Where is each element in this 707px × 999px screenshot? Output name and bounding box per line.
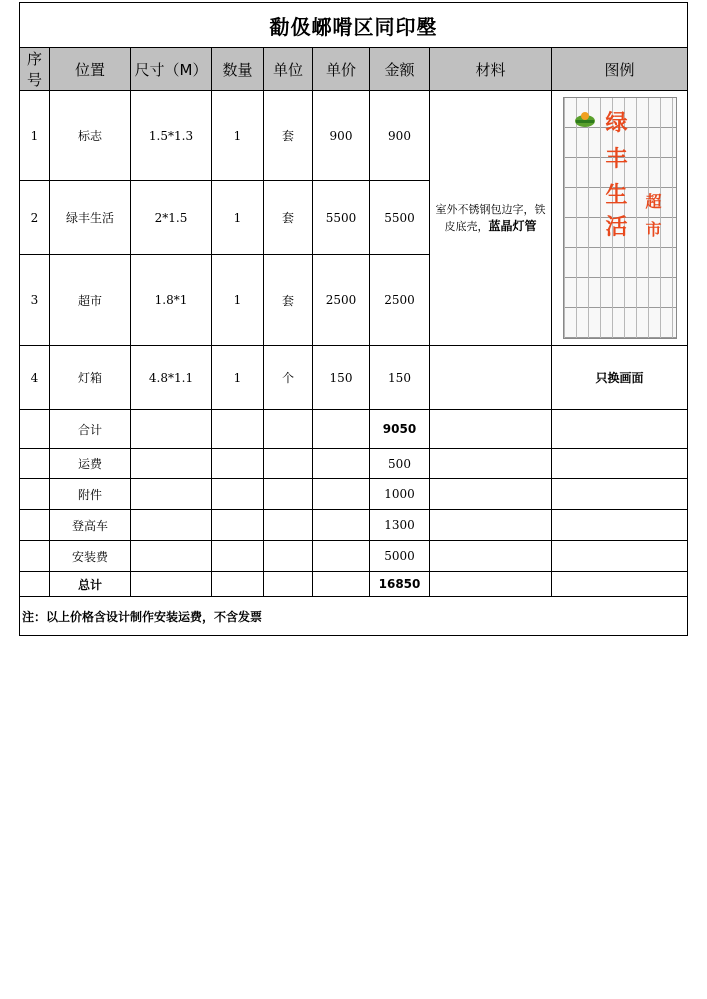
table-row — [20, 346, 688, 410]
header-qty: 数量 — [212, 48, 264, 91]
cell-qty: 1 — [212, 346, 264, 410]
cell-amount: 900 — [370, 91, 430, 181]
cell-unit: 套 — [264, 255, 313, 346]
header-row — [20, 48, 688, 91]
cell-qty: 1 — [212, 255, 264, 346]
header-material: 材料 — [430, 48, 552, 91]
cell-unit: 套 — [264, 91, 313, 181]
sign-char-4: 活 — [605, 214, 628, 240]
extra-row — [20, 410, 688, 449]
material-cell — [430, 91, 552, 346]
cell-amount: 150 — [370, 346, 430, 410]
extra-label: 总计 — [50, 572, 131, 597]
cell-position: 灯箱 — [50, 346, 131, 410]
lightbox-note: 只换画面 — [552, 346, 688, 410]
cell-size: 4.8*1.1 — [131, 346, 212, 410]
header-amount: 金额 — [370, 48, 430, 91]
cell-no: 3 — [20, 255, 50, 346]
extra-amount: 16850 — [370, 572, 430, 597]
extra-row — [20, 572, 688, 597]
extra-label: 合计 — [50, 410, 131, 449]
header-price: 单价 — [313, 48, 370, 91]
cell-position: 绿丰生活 — [50, 181, 131, 255]
cell-price: 5500 — [313, 181, 370, 255]
cell-no: 4 — [20, 346, 50, 410]
sign-char-3: 生 — [605, 182, 628, 208]
extra-row — [20, 541, 688, 572]
header-position: 位置 — [50, 48, 131, 91]
extra-amount: 1000 — [370, 479, 430, 510]
extra-label: 运费 — [50, 449, 131, 479]
sign-char-5: 超 — [645, 192, 662, 211]
cell-no: 2 — [20, 181, 50, 255]
sign-char-1: 绿 — [605, 110, 628, 136]
sign-figure — [563, 97, 677, 339]
extra-label: 安装费 — [50, 541, 131, 572]
material-highlight: 蓝晶灯管 — [488, 218, 537, 233]
sign-char-6: 市 — [645, 220, 662, 239]
cell-qty: 1 — [212, 181, 264, 255]
quotation-table — [19, 2, 688, 636]
cell-price: 2500 — [313, 255, 370, 346]
footer-note: 注：以上价格含设计制作安装运费，不含发票 — [20, 597, 688, 636]
header-figure: 图例 — [552, 48, 688, 91]
extra-row — [20, 510, 688, 541]
material-text: 室外不锈钢包边字，铁皮底壳， — [435, 202, 546, 233]
header-size: 尺寸（M） — [131, 48, 212, 91]
extra-row — [20, 479, 688, 510]
cell-no: 1 — [20, 91, 50, 181]
extra-amount: 9050 — [370, 410, 430, 449]
extra-label: 附件 — [50, 479, 131, 510]
cell-unit: 套 — [264, 181, 313, 255]
cell-size: 1.5*1.3 — [131, 91, 212, 181]
cell-price: 900 — [313, 91, 370, 181]
cell-price: 150 — [313, 346, 370, 410]
header-no: 序号 — [20, 48, 50, 91]
extra-amount: 1300 — [370, 510, 430, 541]
extra-label: 登高车 — [50, 510, 131, 541]
cell-amount: 2500 — [370, 255, 430, 346]
quotation-sheet — [19, 2, 687, 636]
extra-row — [20, 449, 688, 479]
page-title: 勫伋峫嗗区同印壂 — [20, 3, 688, 48]
cell-position: 标志 — [50, 91, 131, 181]
cell-amount: 5500 — [370, 181, 430, 255]
figure-cell — [552, 91, 688, 346]
cell-size: 2*1.5 — [131, 181, 212, 255]
cell-unit: 个 — [264, 346, 313, 410]
cell-qty: 1 — [212, 91, 264, 181]
logo-icon — [574, 110, 596, 128]
extra-amount: 500 — [370, 449, 430, 479]
header-unit: 单位 — [264, 48, 313, 91]
sign-char-2: 丰 — [605, 146, 628, 172]
table-row — [20, 91, 688, 181]
cell-size: 1.8*1 — [131, 255, 212, 346]
cell-material-empty — [430, 346, 552, 410]
extra-amount: 5000 — [370, 541, 430, 572]
cell-position: 超市 — [50, 255, 131, 346]
